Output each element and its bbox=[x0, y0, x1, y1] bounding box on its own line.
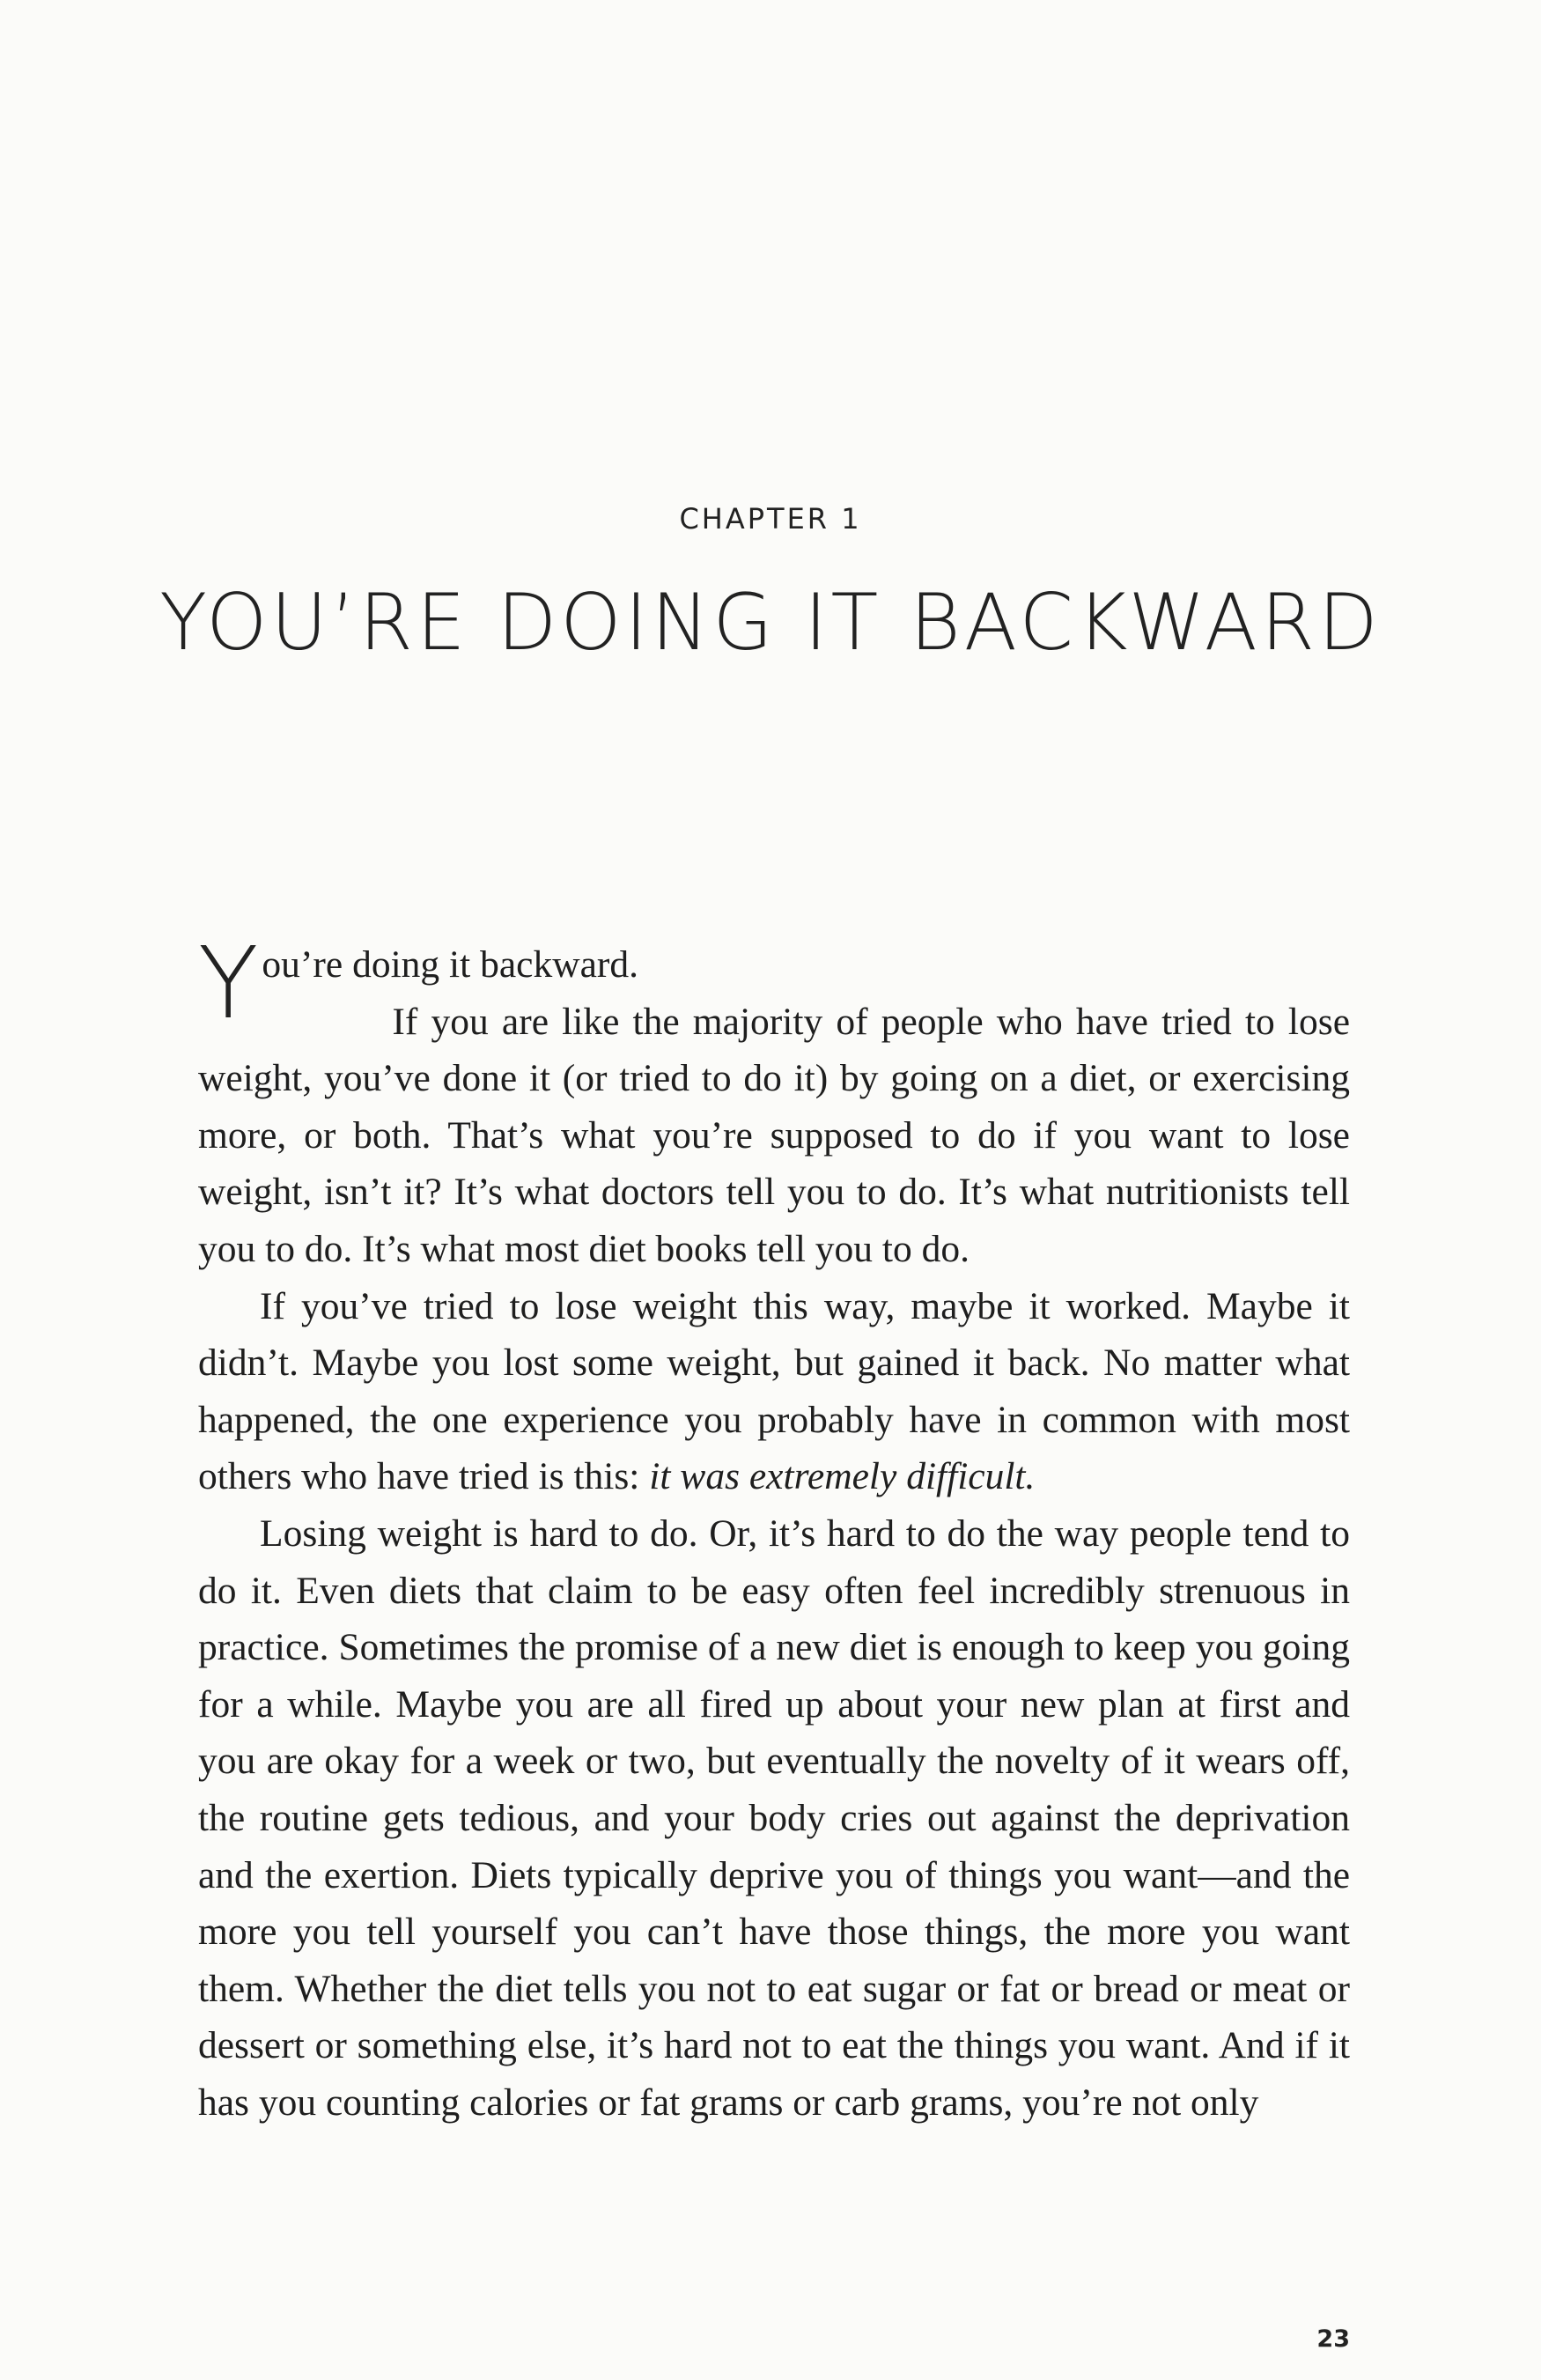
paragraph-3: Losing weight is hard to do. Or, it’s hard to do the way people tend to do it. Even diets that claim to be easy often feel incredibly strenuous in practice. Sometimes the promise of a new diet is enough to keep you going for a while. Maybe you are all fired up about your new plan at first and you are okay for a week or two, but eventually the novelty of it wears off, the routine gets tedious, and your body cries out against the deprivation and the exertion. Diets typically deprive you of things you want—and the more you tell yourself you can’t have those things, the more you want them. Whether the diet tells you not to eat sugar or fat or bread or meat or dessert or something else, it’s hard not to eat the things you want. And if it has you counting calories or fat grams or carb grams, you’re not only bbox=[198, 1512, 1350, 2124]
chapter-title: YOU’RE DOING IT BACKWARD bbox=[159, 577, 1382, 668]
paragraph-2-emphasis: it was extremely difficult. bbox=[649, 1455, 1036, 1498]
chapter-label: CHAPTER 1 bbox=[679, 502, 862, 536]
paragraph-1: If you are like the majority of people who have tried to lose weight, you’ve done it (or tried to do it) by going on a diet, or exercising more, or both. That’s what you’re supposed to do if you want to lose weight, isn’t it? It’s what doctors tell you to do. It’s what nutritionists tell you to do. It’s what most diet books tell you to do. bbox=[198, 1000, 1350, 1270]
chapter-body bbox=[198, 927, 1350, 2131]
drop-cap: Y bbox=[198, 927, 259, 1041]
paragraph-2-text: If you’ve tried to lose weight this way, maybe it worked. Maybe it didn’t. Maybe you lost some weight, but gained it back. No matter what happened, the one experience you probably have in common with most others who have tried is this: bbox=[198, 1284, 1350, 1498]
opening-line: ou’re doing it backward. bbox=[262, 943, 639, 986]
opening-paragraph bbox=[198, 927, 1350, 1278]
page-number: 23 bbox=[1316, 2325, 1350, 2353]
paragraph-2 bbox=[198, 1278, 1350, 1505]
